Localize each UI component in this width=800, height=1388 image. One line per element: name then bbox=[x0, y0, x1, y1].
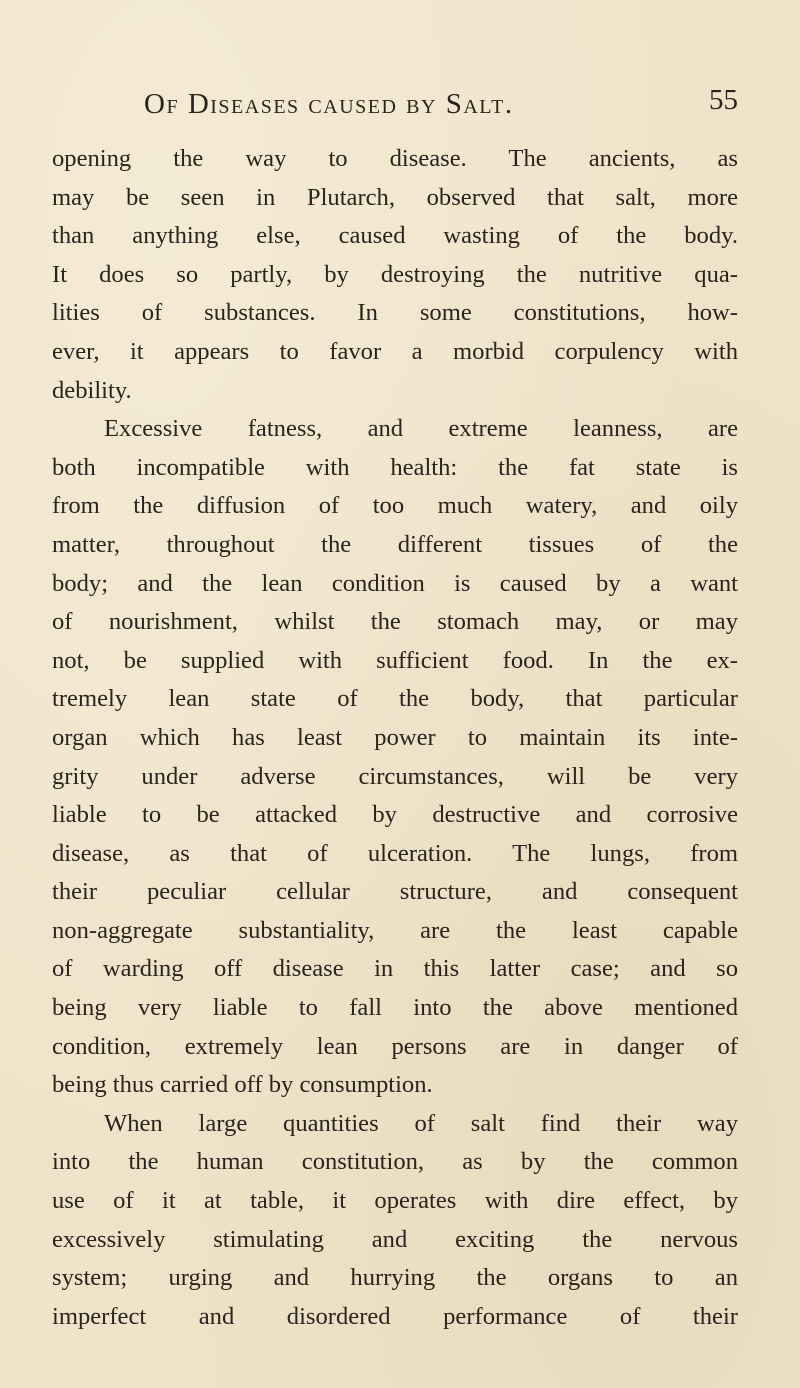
text-line: non-aggregate substantiality, are the least capable bbox=[52, 916, 738, 944]
text-line: debility. bbox=[52, 376, 132, 404]
body-text bbox=[52, 140, 738, 1336]
text-line: matter, throughout the different tissues of the bbox=[52, 530, 738, 558]
text-line: liable to be attacked by destructive and corrosive bbox=[52, 801, 738, 829]
page-number: 55 bbox=[709, 84, 738, 116]
text-line: It does so partly, by destroying the nutritive qua- bbox=[52, 260, 738, 288]
text-line: imperfect and disordered performance of their bbox=[52, 1302, 738, 1330]
text-line: of warding off disease in this latter case; and so bbox=[52, 955, 738, 983]
text-line: being very liable to fall into the above mentioned bbox=[52, 994, 738, 1022]
text-line: not, be supplied with sufficient food. In the ex- bbox=[52, 646, 738, 674]
text-line: into the human constitution, as by the common bbox=[52, 1148, 738, 1176]
text-line: ever, it appears to favor a morbid corpulency with bbox=[52, 337, 738, 365]
text-line: organ which has least power to maintain its inte- bbox=[52, 723, 738, 751]
text-line: disease, as that of ulceration. The lungs, from bbox=[52, 839, 738, 867]
text-line: body; and the lean condition is caused by a want bbox=[52, 569, 738, 597]
text-line: of nourishment, whilst the stomach may, or may bbox=[52, 608, 738, 636]
text-line: use of it at table, it operates with dire effect, by bbox=[52, 1187, 738, 1215]
text-line: being thus carried off by consumption. bbox=[52, 1071, 433, 1099]
text-line: tremely lean state of the body, that particular bbox=[52, 685, 738, 713]
text-line: Excessive fatness, and extreme leanness, are bbox=[104, 415, 738, 443]
text-line: may be seen in Plutarch, observed that salt, more bbox=[52, 183, 738, 211]
text-line: lities of substances. In some constitutions, how- bbox=[52, 299, 738, 327]
text-line: their peculiar cellular structure, and consequent bbox=[52, 878, 738, 906]
text-line: system; urging and hurrying the organs to an bbox=[52, 1264, 738, 1292]
running-head bbox=[104, 84, 738, 128]
text-line: When large quantities of salt find their way bbox=[104, 1109, 738, 1137]
text-line: both incompatible with health: the fat state is bbox=[52, 453, 738, 481]
text-line: than anything else, caused wasting of the body. bbox=[52, 222, 738, 250]
text-line: excessively stimulating and exciting the nervous bbox=[52, 1225, 738, 1253]
running-title: Of Diseases caused by Salt. bbox=[144, 88, 514, 120]
text-line: grity under adverse circumstances, will be very bbox=[52, 762, 738, 790]
text-line: condition, extremely lean persons are in danger of bbox=[52, 1032, 738, 1060]
text-line: from the diffusion of too much watery, and oily bbox=[52, 492, 738, 520]
text-line: opening the way to disease. The ancients, as bbox=[52, 145, 738, 172]
